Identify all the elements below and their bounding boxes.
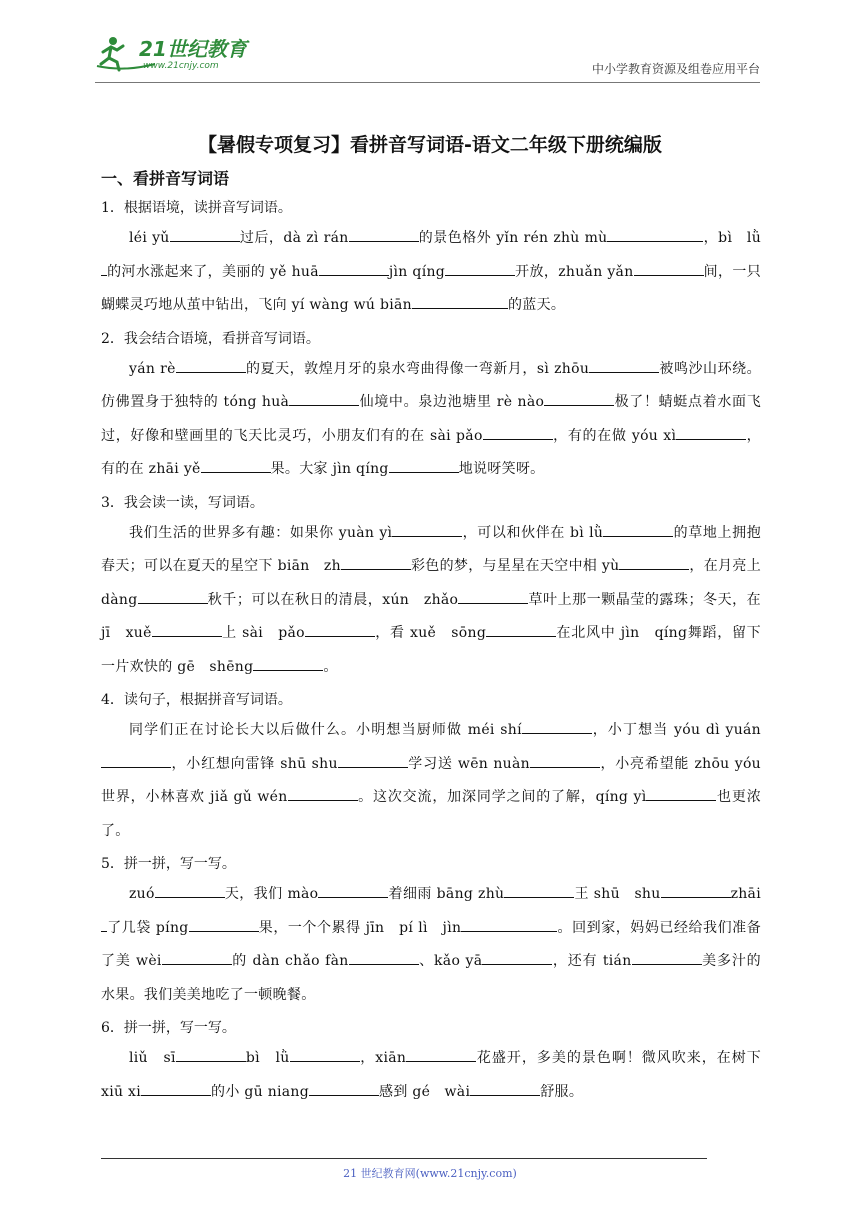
answer-blank[interactable]	[189, 917, 259, 932]
answer-blank[interactable]	[389, 458, 459, 473]
answer-blank[interactable]	[289, 391, 359, 406]
section-heading: 一、看拼音写词语	[101, 169, 230, 188]
answer-blank[interactable]	[458, 589, 528, 604]
answer-blank[interactable]	[341, 555, 411, 570]
answer-blank[interactable]	[338, 753, 408, 768]
question-1-text: léi yǔ 过后，dà zì rán 的景色格外 yǐn rén zhù mù ，bì lǜ的河水涨起来了，美丽的 yě huā jìn qíng 开放，zhuǎn yǎn 间，一只蝴蝶灵巧地从茧中钻出，飞向 yí wàng wú biān 的蓝天。	[101, 222, 761, 323]
answer-blank[interactable]	[634, 261, 704, 276]
answer-blank[interactable]	[201, 458, 271, 473]
answer-blank[interactable]	[522, 719, 592, 734]
answer-blank[interactable]	[349, 227, 419, 242]
answer-blank[interactable]	[483, 425, 553, 440]
answer-blank[interactable]	[138, 589, 208, 604]
answer-blank[interactable]	[412, 294, 508, 309]
answer-blank[interactable]	[461, 917, 557, 932]
answer-blank[interactable]	[470, 1081, 540, 1096]
answer-blank[interactable]	[101, 753, 171, 768]
svg-text:www.21cnjy.com: www.21cnjy.com	[143, 61, 219, 71]
answer-blank[interactable]	[319, 261, 389, 276]
answer-blank[interactable]	[445, 261, 515, 276]
answer-blank[interactable]	[318, 883, 388, 898]
question-3-title: 3．我会读一读，写词语。	[101, 494, 264, 511]
answer-blank[interactable]	[170, 227, 240, 242]
question-2-text: yán rè 的夏天，敦煌月牙的泉水弯曲得像一弯新月，sì zhōu 被鸣沙山环绕。仿佛置身于独特的 tóng huà 仙境中。泉边池塘里 rè nào 极了！蜻蜓点着水面飞过，好像和壁画里的飞天比灵巧，小朋友们有的在 sài pǎo ，有的在做 yóu xì ，有的在 zhāi yě 果。大家 jìn qíng 地说呀笑呀。	[101, 353, 761, 487]
footer-link[interactable]: 21 世纪教育网(www.21cnjy.com)	[343, 1167, 517, 1180]
answer-blank[interactable]	[603, 522, 673, 537]
question-5-title: 5．拼一拼，写一写。	[101, 856, 236, 872]
answer-blank[interactable]	[544, 391, 614, 406]
answer-blank[interactable]	[155, 883, 225, 898]
answer-blank[interactable]	[482, 950, 552, 965]
answer-blank[interactable]	[661, 883, 731, 898]
runner-logo-icon	[95, 34, 265, 74]
question-4-title: 4．读句子，根据拼音写词语。	[101, 692, 292, 708]
question-6-text: liǔ sī bì lǜ ，xiān 花盛开，多美的景色啊！微风吹来，在树下 xiū xi 的小 gū niang 感到 gé wài 舒服。	[101, 1042, 761, 1109]
question-2-title: 2．我会结合语境，看拼音写词语。	[101, 330, 320, 347]
answer-blank[interactable]	[646, 786, 716, 801]
answer-blank[interactable]	[392, 522, 462, 537]
answer-blank[interactable]	[349, 950, 419, 965]
answer-blank[interactable]	[176, 1047, 246, 1062]
header-tagline: 中小学教育资源及组卷应用平台	[591, 62, 760, 76]
answer-blank[interactable]	[288, 786, 358, 801]
svg-text:21世纪教育: 21世纪教育	[139, 37, 247, 61]
answer-blank[interactable]	[152, 622, 222, 637]
site-logo	[95, 34, 265, 74]
question-4-text: 同学们正在讨论长大以后做什么。小明想当厨师做 méi shí ，小丁想当 yóu dì yuán，小红想向雷锋 shū shu 学习送 wēn nuàn ，小亮希望能 zhōu yóu 世界，小林喜欢 jiǎ gǔ wén 。这次交流，加深同学之间的了解，qíng yì 也更浓了。	[101, 714, 761, 848]
answer-blank[interactable]	[632, 950, 702, 965]
answer-blank[interactable]	[253, 656, 323, 671]
footer-divider	[101, 1158, 707, 1159]
question-list	[101, 192, 761, 1110]
answer-blank[interactable]	[676, 425, 746, 440]
page-title: 【暑假专项复习】看拼音写词语-语文二年级下册统编版	[198, 134, 662, 156]
answer-blank[interactable]	[504, 883, 574, 898]
answer-blank[interactable]	[619, 555, 689, 570]
answer-blank[interactable]	[486, 622, 556, 637]
answer-blank[interactable]	[589, 358, 659, 373]
page-header	[95, 28, 760, 82]
answer-blank[interactable]	[162, 950, 232, 965]
answer-blank[interactable]	[176, 358, 246, 373]
answer-blank[interactable]	[530, 753, 600, 768]
question-1-title: 1．根据语境，读拼音写词语。	[101, 200, 292, 216]
answer-blank[interactable]	[607, 227, 703, 242]
answer-blank[interactable]	[290, 1047, 360, 1062]
header-divider	[95, 82, 760, 83]
question-5-text: zuó 天，我们 mào 着细雨 bāng zhù 王 shū shu zhāi了几袋 píng 果，一个个累得 jīn pí lì jìn 。回到家，妈妈已经给我们准备了美 wèi 的 dàn chǎo fàn 、kǎo yā ，还有 tián 美多汁的水果。我们美美地吃了一顿晚餐。	[101, 878, 761, 1012]
answer-blank[interactable]	[309, 1081, 379, 1096]
answer-blank[interactable]	[406, 1047, 476, 1062]
answer-blank[interactable]	[305, 622, 375, 637]
answer-blank[interactable]	[141, 1081, 211, 1096]
question-6-title: 6．拼一拼，写一写。	[101, 1020, 236, 1036]
question-3-text: 我们生活的世界多有趣：如果你 yuàn yì ，可以和伙伴在 bì lǜ 的草地上拥抱春天；可以在夏天的星空下 biān zh 彩色的梦，与星星在天空中相 yù ，在月亮上 dàng 秋千；可以在秋日的清晨，xún zhǎo 草叶上那一颗晶莹的露珠；冬天，在 jī xuě 上 sài pǎo ，看 xuě sōng 在北风中 jìn qíng舞蹈，留下一片欢快的 gē shēng 。	[101, 517, 761, 685]
